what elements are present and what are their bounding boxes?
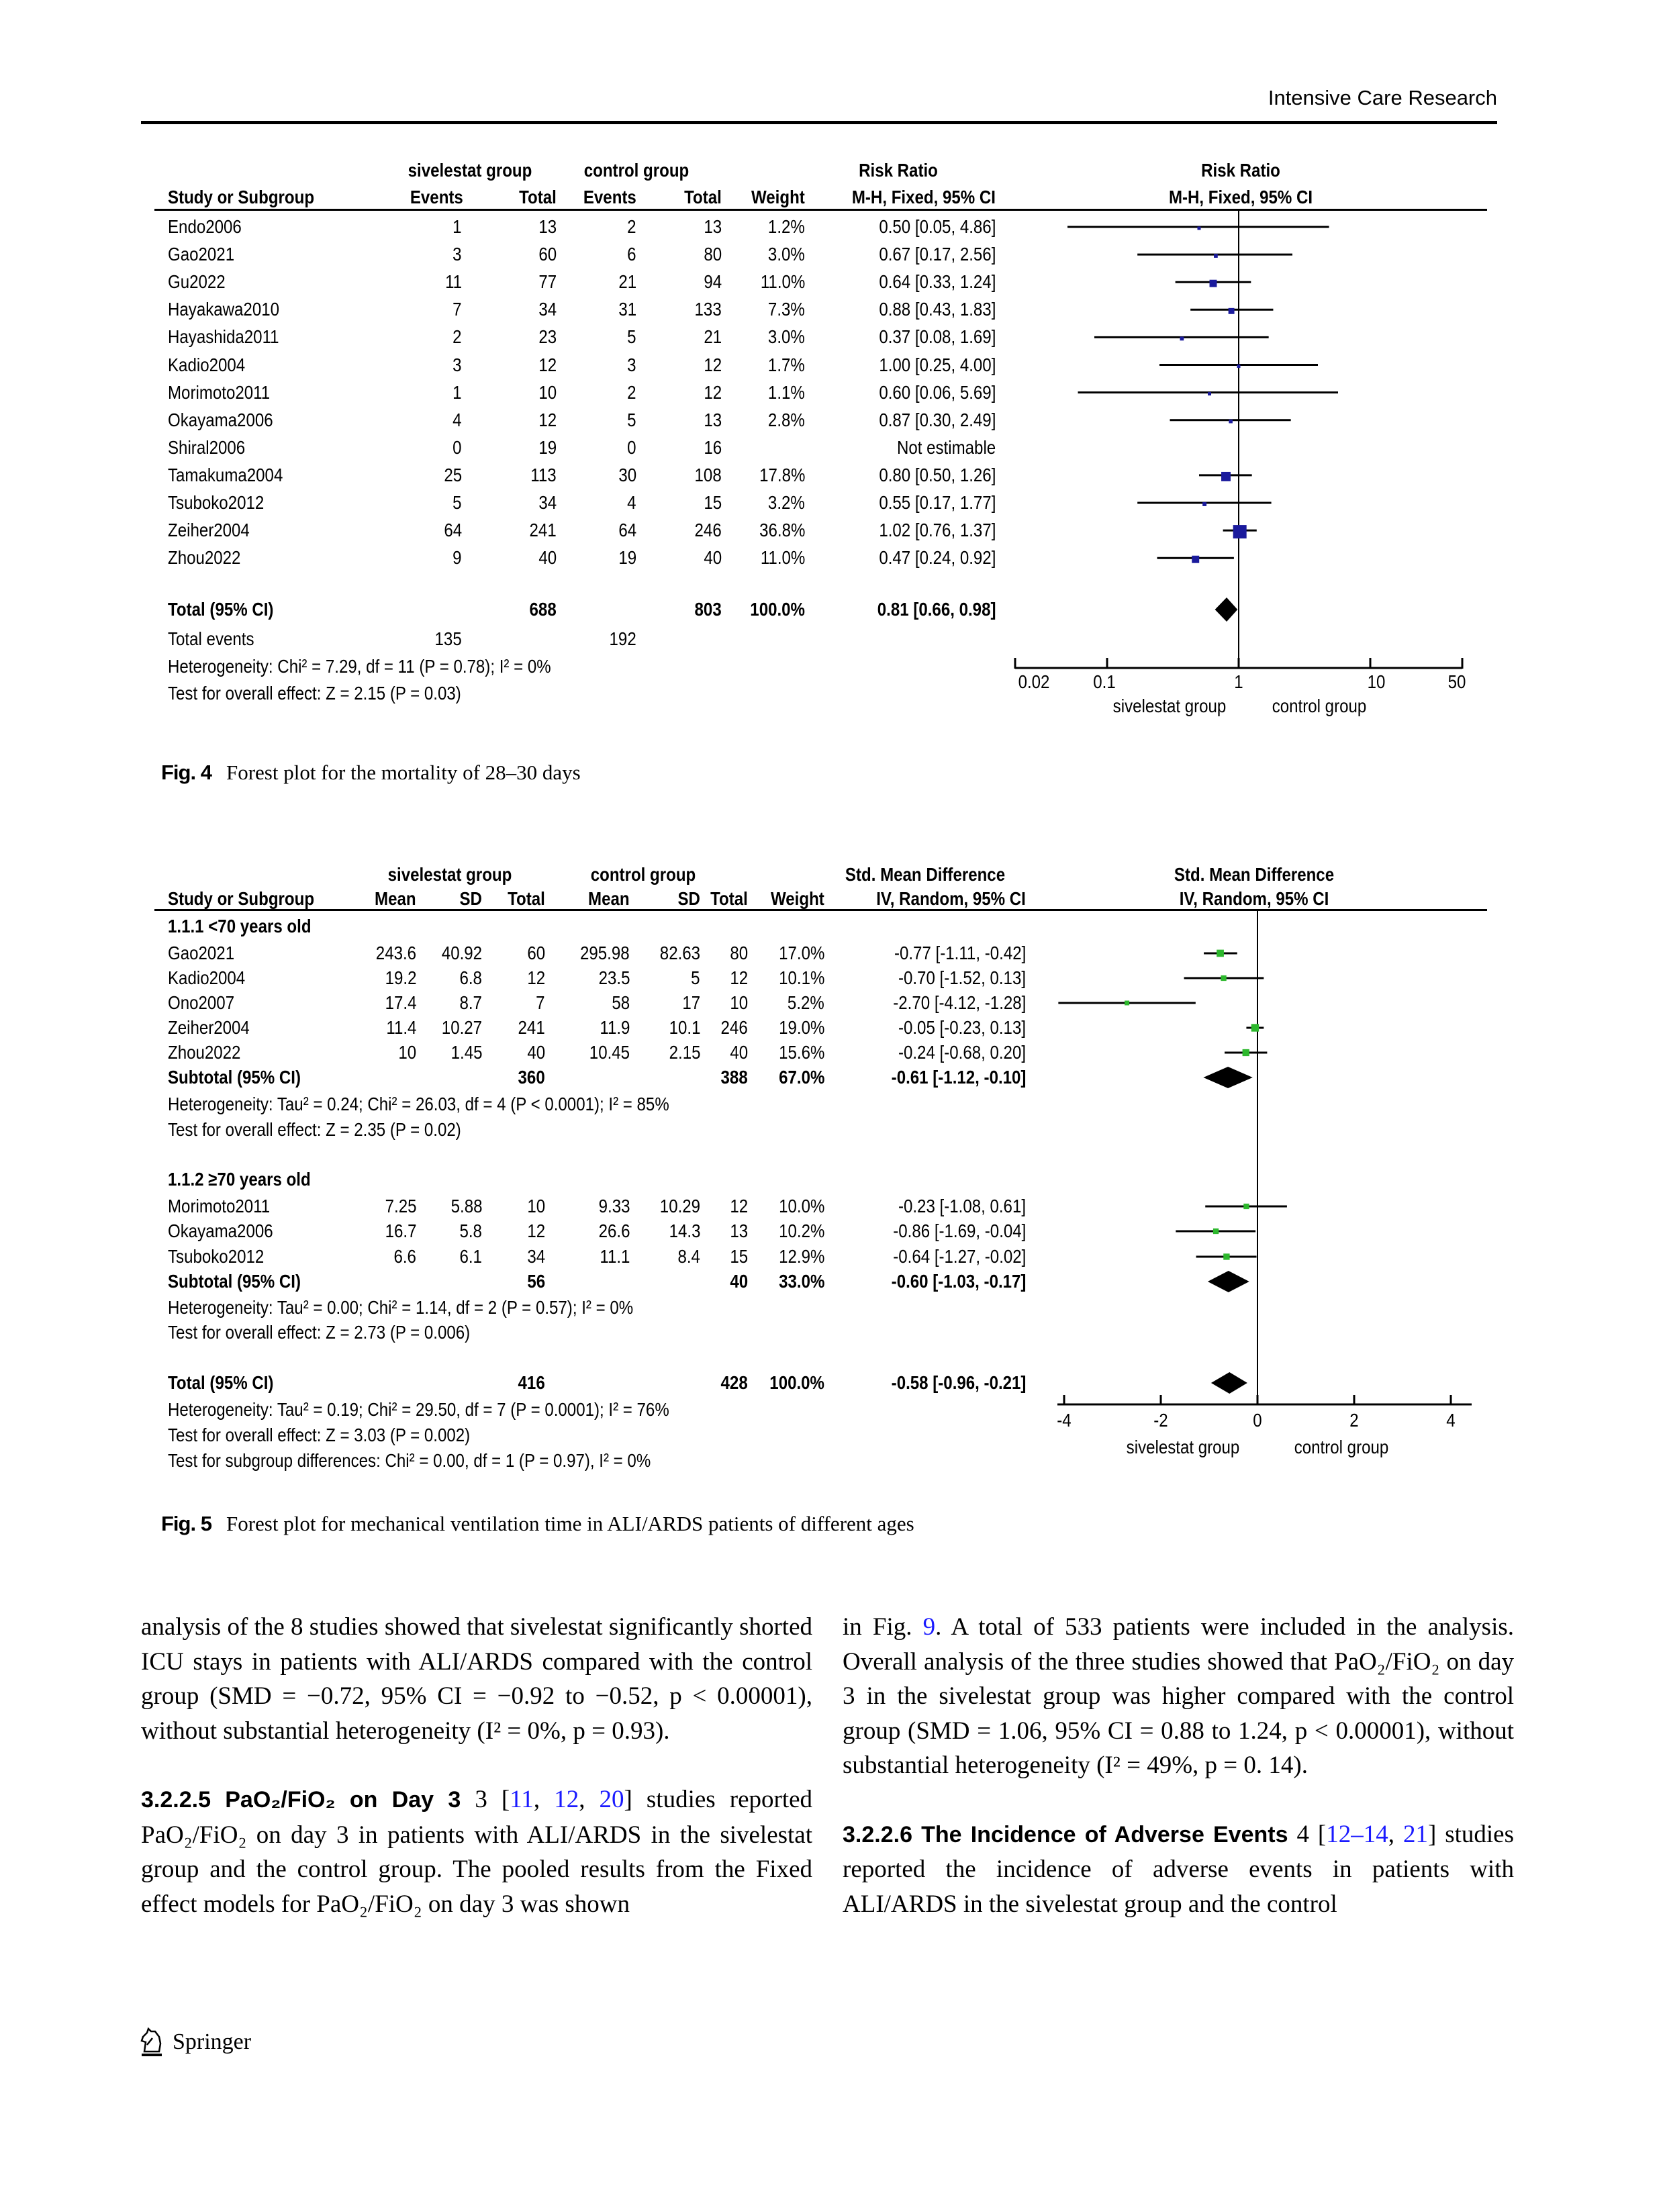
total-weight: 100.0%	[750, 599, 805, 620]
total-ci: 0.81 [0.66, 0.98]	[877, 599, 996, 620]
total-label: Total (95% CI)	[168, 1372, 274, 1393]
total-sivelestat: 77	[538, 271, 557, 293]
mean-control: 11.1	[599, 1246, 630, 1267]
events-control: 4	[627, 492, 636, 513]
subgroup-difference-text: Test for subgroup differences: Chi² = 0.00, df = 1 (P = 0.97), I² = 0%	[168, 1450, 651, 1471]
risk-ratio-ci: 0.88 [0.43, 1.83]	[878, 299, 996, 320]
x-tick-label: 0.1	[1093, 671, 1116, 692]
total-control: 12	[704, 354, 722, 375]
paragraph-pao2	[843, 1610, 1514, 1783]
subtotal-weight: 67.0%	[778, 1067, 824, 1088]
smd-ci: -0.05 [-0.23, 0.13]	[898, 1017, 1026, 1038]
heterogeneity-text: Heterogeneity: Tau² = 0.00; Chi² = 1.14, df = 2 (P = 0.57); I² = 0%	[168, 1297, 634, 1318]
total-control: 80	[730, 943, 748, 963]
mean-sivelestat: 243.6	[375, 943, 416, 963]
total-control: 80	[704, 244, 722, 265]
paragraph-icu-stay: analysis of the 8 studies showed that sivelestat significantly shorted ICU stays in patients with ALI/ARDS compared with the control group (SMD = −0.72, 95% CI = −0.92 to −0.52, p < 0.00001), without substantial heterogeneity (I² = 0%, p = 0.93).	[141, 1613, 812, 1745]
sd-control: 17	[682, 992, 700, 1013]
section-heading: 3.2.2.5 PaO₂/FiO₂ on Day 3	[141, 1787, 461, 1813]
subtotal-label: Subtotal (95% CI)	[168, 1067, 301, 1088]
figure-5-caption-text: Forest plot for mechanical ventilation time in ALI/ARDS patients of different ages	[226, 1512, 914, 1535]
header-plot: Std. Mean Difference	[1174, 864, 1335, 885]
risk-ratio-ci: 0.50 [0.05, 4.86]	[878, 216, 996, 237]
x-tick-label: 10	[1367, 671, 1386, 692]
total-sivelestat: 12	[527, 967, 545, 988]
mean-sivelestat: 10	[398, 1042, 416, 1063]
header-total-1: Total	[519, 187, 557, 207]
header-group-sivelestat: sivelestat group	[387, 864, 512, 885]
figure-4-caption-label: Fig. 4	[161, 761, 211, 784]
pooled-diamond	[1211, 1372, 1247, 1394]
citation-link[interactable]: 11	[510, 1786, 534, 1813]
figure-link[interactable]: 9	[922, 1613, 936, 1641]
study-marker	[1223, 1253, 1229, 1259]
total-sivelestat: 10	[538, 381, 557, 403]
heterogeneity-text: Heterogeneity: Tau² = 0.24; Chi² = 26.03, df = 4 (P < 0.0001); I² = 85%	[168, 1094, 669, 1114]
study-marker	[1221, 975, 1226, 981]
total-events-label: Total events	[168, 628, 254, 649]
mean-control: 10.45	[589, 1042, 630, 1063]
mean-control: 11.9	[599, 1017, 630, 1038]
section-text: ] studies reported PaO₂/FiO₂ on day 3 in patients with ALI/ARDS in the sivelestat group and the control group. The pooled results from the Fixed effect models for PaO₂/FiO₂ on day 3 was shown	[141, 1786, 813, 1918]
sd-control: 5	[691, 967, 700, 988]
study-name: Endo2006	[168, 216, 242, 237]
total-control: 10	[730, 992, 748, 1013]
x-tick-label: 2	[1349, 1410, 1359, 1431]
total-control: 13	[730, 1220, 748, 1241]
x-tick-label: 0.02	[1018, 671, 1050, 692]
total-sivelestat: 416	[518, 1372, 545, 1393]
total-sivelestat: 10	[527, 1196, 545, 1216]
weight: 10.1%	[778, 967, 824, 988]
publisher-footer	[138, 2027, 251, 2057]
mean-sivelestat: 7.25	[385, 1196, 416, 1216]
overall-effect-text: Test for overall effect: Z = 3.03 (P = 0.002)	[168, 1425, 471, 1445]
study-name: Zhou2022	[168, 547, 241, 569]
events-sivelestat: 25	[444, 464, 462, 485]
total-sivelestat: 40	[538, 547, 557, 569]
total-control: 13	[704, 409, 722, 430]
smd-ci: -0.24 [-0.68, 0.20]	[898, 1042, 1026, 1063]
section-3-2-2-6: 3.2.2.6 The Incidence of Adverse Events 4 [12–14, 21] studies reported the incidence of adverse events in patients with ALI/ARDS in the sivelestat group and the control	[843, 1820, 1515, 1918]
study-marker	[1217, 950, 1224, 957]
sd-control: 2.15	[669, 1042, 700, 1063]
study-name: Tsuboko2012	[168, 1246, 265, 1267]
total-sivelestat: 23	[538, 326, 557, 348]
total-events-sivelestat: 135	[434, 628, 462, 649]
study-name: Zeiher2004	[168, 1017, 250, 1038]
total-control: 15	[730, 1246, 748, 1267]
total-control: 16	[704, 436, 722, 458]
events-control: 2	[627, 381, 636, 403]
x-tick-label: 50	[1447, 671, 1466, 692]
total-control: 12	[730, 967, 748, 988]
total-control: 803	[694, 599, 722, 620]
smd-ci: -0.86 [-1.69, -0.04]	[892, 1220, 1026, 1241]
risk-ratio-ci: 0.60 [0.06, 5.69]	[878, 381, 996, 403]
total-weight: 100.0%	[769, 1372, 824, 1393]
events-sivelestat: 9	[453, 547, 462, 569]
total-sivelestat: 34	[527, 1246, 545, 1267]
total-sivelestat: 40	[527, 1042, 545, 1063]
figure-5-caption-label: Fig. 5	[161, 1512, 211, 1535]
study-name: Gao2021	[168, 244, 235, 265]
risk-ratio-ci: 0.37 [0.08, 1.69]	[878, 326, 996, 348]
events-control: 5	[627, 409, 636, 430]
sd-sivelestat: 40.92	[441, 943, 482, 963]
total-sivelestat: 34	[538, 299, 557, 320]
study-name: Zhou2022	[168, 1042, 241, 1063]
sd-control: 14.3	[669, 1220, 700, 1241]
mean-sivelestat: 19.2	[385, 967, 416, 988]
header-events-2: Events	[583, 187, 636, 207]
header-effect: Std. Mean Difference	[845, 864, 1006, 885]
total-control: 21	[704, 326, 722, 348]
study-name: Morimoto2011	[168, 381, 271, 403]
study-marker	[1243, 1204, 1249, 1209]
header-effect-method: IV, Random, 95% CI	[876, 888, 1026, 909]
axis-label-left: sivelestat group	[1112, 695, 1227, 716]
subtotal-sivelestat: 56	[527, 1271, 545, 1292]
mean-control: 23.5	[598, 967, 630, 988]
total-label: Total (95% CI)	[168, 599, 274, 620]
smd-ci: -0.77 [-1.11, -0.42]	[894, 943, 1026, 963]
x-tick-label: 1	[1234, 671, 1243, 692]
total-control: 15	[704, 492, 722, 513]
events-control: 0	[627, 436, 636, 458]
total-sivelestat: 60	[527, 943, 545, 963]
smd-ci: -2.70 [-4.12, -1.28]	[892, 992, 1026, 1013]
overall-effect-text: Test for overall effect: Z = 2.15 (P = 0.03)	[168, 683, 461, 704]
risk-ratio-ci: 0.67 [0.17, 2.56]	[878, 244, 996, 265]
section-heading: 3.2.2.6 The Incidence of Adverse Events	[843, 1821, 1288, 1847]
header-weight: Weight	[771, 888, 824, 909]
risk-ratio-ci: 0.87 [0.30, 2.49]	[878, 409, 996, 430]
study-name: Ono2007	[168, 992, 235, 1013]
events-sivelestat: 3	[453, 244, 462, 265]
study-name: Tamakuma2004	[168, 464, 283, 485]
mean-sivelestat: 16.7	[385, 1220, 416, 1241]
events-control: 30	[618, 464, 636, 485]
total-control: 12	[730, 1196, 748, 1216]
smd-ci: -0.70 [-1.52, 0.13]	[898, 967, 1026, 988]
weight: 36.8%	[759, 520, 805, 541]
events-control: 2	[627, 216, 636, 237]
events-control: 21	[618, 271, 636, 293]
figure-4-caption-text: Forest plot for the mortality of 28–30 days	[226, 761, 581, 784]
events-sivelestat: 64	[444, 520, 462, 541]
total-control: 13	[704, 216, 722, 237]
mean-sivelestat: 17.4	[385, 992, 416, 1013]
events-sivelestat: 5	[453, 492, 462, 513]
citation-link[interactable]: 12–14	[1326, 1820, 1388, 1848]
mean-control: 26.6	[598, 1220, 630, 1241]
header-group-control: control group	[583, 160, 689, 181]
risk-ratio-ci: 1.00 [0.25, 4.00]	[878, 354, 996, 375]
total-sivelestat: 34	[538, 492, 557, 513]
study-name: Hayashida2011	[168, 326, 279, 348]
subgroup-title: 1.1.1 <70 years old	[168, 916, 312, 936]
events-sivelestat: 1	[453, 381, 462, 403]
subtotal-ci: -0.61 [-1.12, -0.10]	[891, 1067, 1026, 1088]
risk-ratio-ci: 1.02 [0.76, 1.37]	[878, 520, 996, 541]
weight: 3.0%	[768, 326, 805, 348]
header-study: Study or Subgroup	[168, 187, 315, 207]
total-control: 108	[694, 464, 722, 485]
total-sivelestat: 241	[529, 520, 557, 541]
header-mean-1: Mean	[375, 888, 416, 909]
sd-control: 10.29	[659, 1196, 700, 1216]
events-control: 31	[618, 299, 636, 320]
total-sivelestat: 688	[529, 599, 557, 620]
total-sivelestat: 13	[538, 216, 557, 237]
weight: 5.2%	[788, 992, 824, 1013]
mean-control: 9.33	[598, 1196, 630, 1216]
events-control: 19	[618, 547, 636, 569]
risk-ratio-ci: 0.64 [0.33, 1.24]	[878, 271, 996, 293]
subtotal-sivelestat: 360	[518, 1067, 545, 1088]
sd-sivelestat: 5.88	[450, 1196, 482, 1216]
weight: 17.8%	[759, 464, 805, 485]
total-control: 133	[694, 299, 722, 320]
study-name: Okayama2006	[168, 409, 273, 430]
total-control: 12	[704, 381, 722, 403]
header-mean-2: Mean	[588, 888, 630, 909]
sd-sivelestat: 8.7	[459, 992, 482, 1013]
heterogeneity-text: Heterogeneity: Tau² = 0.19; Chi² = 29.50, df = 7 (P = 0.0001); I² = 76%	[168, 1399, 669, 1420]
study-name: Okayama2006	[168, 1220, 273, 1241]
weight: 11.0%	[760, 271, 805, 293]
header-weight: Weight	[751, 187, 805, 207]
section-text: 3 [	[475, 1786, 510, 1813]
study-name: Tsuboko2012	[168, 492, 265, 513]
citation-link[interactable]: 21	[1402, 1820, 1428, 1848]
study-marker	[1125, 1001, 1129, 1006]
mean-sivelestat: 11.4	[385, 1017, 416, 1038]
header-plot: Risk Ratio	[1201, 160, 1280, 181]
citation-link[interactable]: 20	[599, 1786, 624, 1813]
header-effect-method: M-H, Fixed, 95% CI	[851, 187, 996, 207]
section-3-2-2-5: 3.2.2.5 PaO₂/FiO₂ on Day 3 3 [11, 12, 20] studies reported PaO₂/FiO₂ on day 3 in patients with ALI/ARDS in the sivelestat group and the control group. The pooled results from the Fixed effect models for PaO₂/FiO₂ on day 3 was shown	[141, 1786, 813, 1918]
total-ci: -0.58 [-0.96, -0.21]	[891, 1372, 1026, 1393]
total-sivelestat: 241	[518, 1017, 545, 1038]
total-sivelestat: 7	[536, 992, 545, 1013]
smd-ci: -0.64 [-1.27, -0.02]	[892, 1246, 1026, 1267]
x-tick-label: -2	[1153, 1410, 1168, 1431]
weight: 1.2%	[768, 216, 805, 237]
overall-effect-text: Test for overall effect: Z = 2.73 (P = 0.006)	[168, 1322, 471, 1343]
mean-control: 58	[612, 992, 630, 1013]
study-name: Hayakawa2010	[168, 299, 280, 320]
header-total-1: Total	[508, 888, 545, 909]
total-sivelestat: 113	[530, 464, 557, 485]
events-sivelestat: 11	[444, 271, 462, 293]
total-sivelestat: 19	[538, 436, 557, 458]
study-name: Gu2022	[168, 271, 226, 293]
weight: 1.7%	[768, 354, 805, 375]
sd-sivelestat: 5.8	[459, 1220, 482, 1241]
header-total-2: Total	[684, 187, 722, 207]
section-text: ] studies reported the incidence of adverse events in patients with ALI/ARDS in the sivelestat group and the control	[843, 1820, 1515, 1918]
sd-sivelestat: 6.1	[459, 1246, 482, 1267]
paragraph-text: . A total of 533 patients were included in the analysis. Overall analysis of the three studies showed that PaO₂/FiO₂ on day 3 in the sivelestat group was higher compared with the control group (SMD = 1.06, 95% CI = 0.88 to 1.24, p < 0.00001), without substantial heterogeneity (I² = 49%, p = 0. 14).	[843, 1613, 1514, 1779]
subtotal-ci: -0.60 [-1.03, -0.17]	[891, 1271, 1026, 1292]
subtotal-diamond	[1203, 1067, 1252, 1088]
sd-control: 82.63	[659, 943, 700, 963]
weight: 3.0%	[768, 244, 805, 265]
weight: 11.0%	[760, 547, 805, 569]
risk-ratio-ci: Not estimable	[896, 436, 996, 458]
sd-control: 8.4	[677, 1246, 700, 1267]
risk-ratio-ci: 0.47 [0.24, 0.92]	[878, 547, 996, 569]
total-control: 246	[720, 1017, 748, 1038]
risk-ratio-ci: 0.55 [0.17, 1.77]	[878, 492, 996, 513]
study-name: Zeiher2004	[168, 520, 250, 541]
sd-sivelestat: 1.45	[450, 1042, 482, 1063]
weight: 17.0%	[778, 943, 824, 963]
events-control: 5	[627, 326, 636, 348]
right-column	[843, 1610, 1514, 1921]
total-sivelestat: 60	[538, 244, 557, 265]
total-control: 428	[720, 1372, 748, 1393]
header-sd-1: SD	[459, 888, 482, 909]
header-effect: Risk Ratio	[859, 160, 938, 181]
study-name: Kadio2004	[168, 967, 246, 988]
weight: 7.3%	[768, 299, 805, 320]
subtotal-label: Subtotal (95% CI)	[168, 1271, 301, 1292]
study-name: Morimoto2011	[168, 1196, 271, 1216]
sd-control: 10.1	[669, 1017, 700, 1038]
journal-title: Intensive Care Research	[1268, 86, 1497, 109]
events-control: 64	[618, 520, 636, 541]
total-events-control: 192	[609, 628, 636, 649]
total-sivelestat: 12	[538, 354, 557, 375]
weight: 15.6%	[778, 1042, 824, 1063]
heterogeneity-text: Heterogeneity: Chi² = 7.29, df = 11 (P = 0.78); I² = 0%	[168, 656, 551, 677]
events-sivelestat: 3	[453, 354, 462, 375]
section-text: 4 [	[1296, 1820, 1327, 1848]
subtotal-weight: 33.0%	[778, 1271, 824, 1292]
weight: 12.9%	[778, 1246, 824, 1267]
total-sivelestat: 12	[538, 409, 557, 430]
events-sivelestat: 1	[453, 216, 462, 237]
axis-label-right: control group	[1272, 695, 1367, 716]
total-control: 40	[704, 547, 722, 569]
subtotal-diamond	[1208, 1271, 1249, 1292]
subgroup-title: 1.1.2 ≥70 years old	[168, 1169, 311, 1190]
header-sd-2: SD	[677, 888, 700, 909]
total-control: 40	[730, 1042, 748, 1063]
weight: 19.0%	[778, 1017, 824, 1038]
subtotal-control: 388	[720, 1067, 748, 1088]
study-name: Shiral2006	[168, 436, 246, 458]
x-tick-label: 0	[1253, 1410, 1262, 1431]
axis-label-right: control group	[1294, 1437, 1389, 1457]
study-name: Gao2021	[168, 943, 235, 963]
x-tick-label: 4	[1446, 1410, 1456, 1431]
citation-link[interactable]: 12	[554, 1786, 579, 1813]
study-marker	[1243, 1049, 1249, 1056]
events-control: 6	[627, 244, 636, 265]
events-sivelestat: 7	[453, 299, 462, 320]
sd-sivelestat: 6.8	[459, 967, 482, 988]
weight: 1.1%	[768, 381, 805, 403]
events-control: 3	[627, 354, 636, 375]
figure-5-caption	[161, 1512, 914, 1536]
sd-sivelestat: 10.27	[441, 1017, 482, 1038]
weight: 2.8%	[768, 409, 805, 430]
subtotal-control: 40	[730, 1271, 748, 1292]
weight: 10.0%	[778, 1196, 824, 1216]
total-control: 94	[704, 271, 722, 293]
mean-sivelestat: 6.6	[393, 1246, 416, 1267]
header-total-2: Total	[710, 888, 748, 909]
study-marker	[1251, 1024, 1259, 1031]
header-plot-method: IV, Random, 95% CI	[1179, 888, 1329, 909]
weight: 3.2%	[768, 492, 805, 513]
total-control: 246	[694, 520, 722, 541]
header-group-control: control group	[590, 864, 696, 885]
x-tick-label: -4	[1057, 1410, 1072, 1431]
study-marker	[1213, 1229, 1219, 1234]
risk-ratio-ci: 0.80 [0.50, 1.26]	[878, 464, 996, 485]
smd-ci: -0.23 [-1.08, 0.61]	[898, 1196, 1026, 1216]
study-name: Kadio2004	[168, 354, 246, 375]
springer-knight-icon	[138, 2027, 164, 2057]
header-study: Study or Subgroup	[168, 888, 315, 909]
left-column	[141, 1610, 812, 1921]
axis-label-left: sivelestat group	[1126, 1437, 1240, 1457]
header-events-1: Events	[410, 187, 463, 207]
publisher-name: Springer	[173, 2029, 252, 2054]
header-group-sivelestat: sivelestat group	[408, 160, 532, 181]
header-plot-method: M-H, Fixed, 95% CI	[1168, 187, 1313, 207]
paragraph-text: in Fig.	[843, 1613, 923, 1641]
events-sivelestat: 2	[453, 326, 462, 348]
events-sivelestat: 4	[453, 409, 462, 430]
total-sivelestat: 12	[527, 1220, 545, 1241]
overall-effect-text: Test for overall effect: Z = 2.35 (P = 0.02)	[168, 1119, 461, 1140]
mean-control: 295.98	[580, 943, 630, 963]
weight: 10.2%	[778, 1220, 824, 1241]
events-sivelestat: 0	[453, 436, 462, 458]
